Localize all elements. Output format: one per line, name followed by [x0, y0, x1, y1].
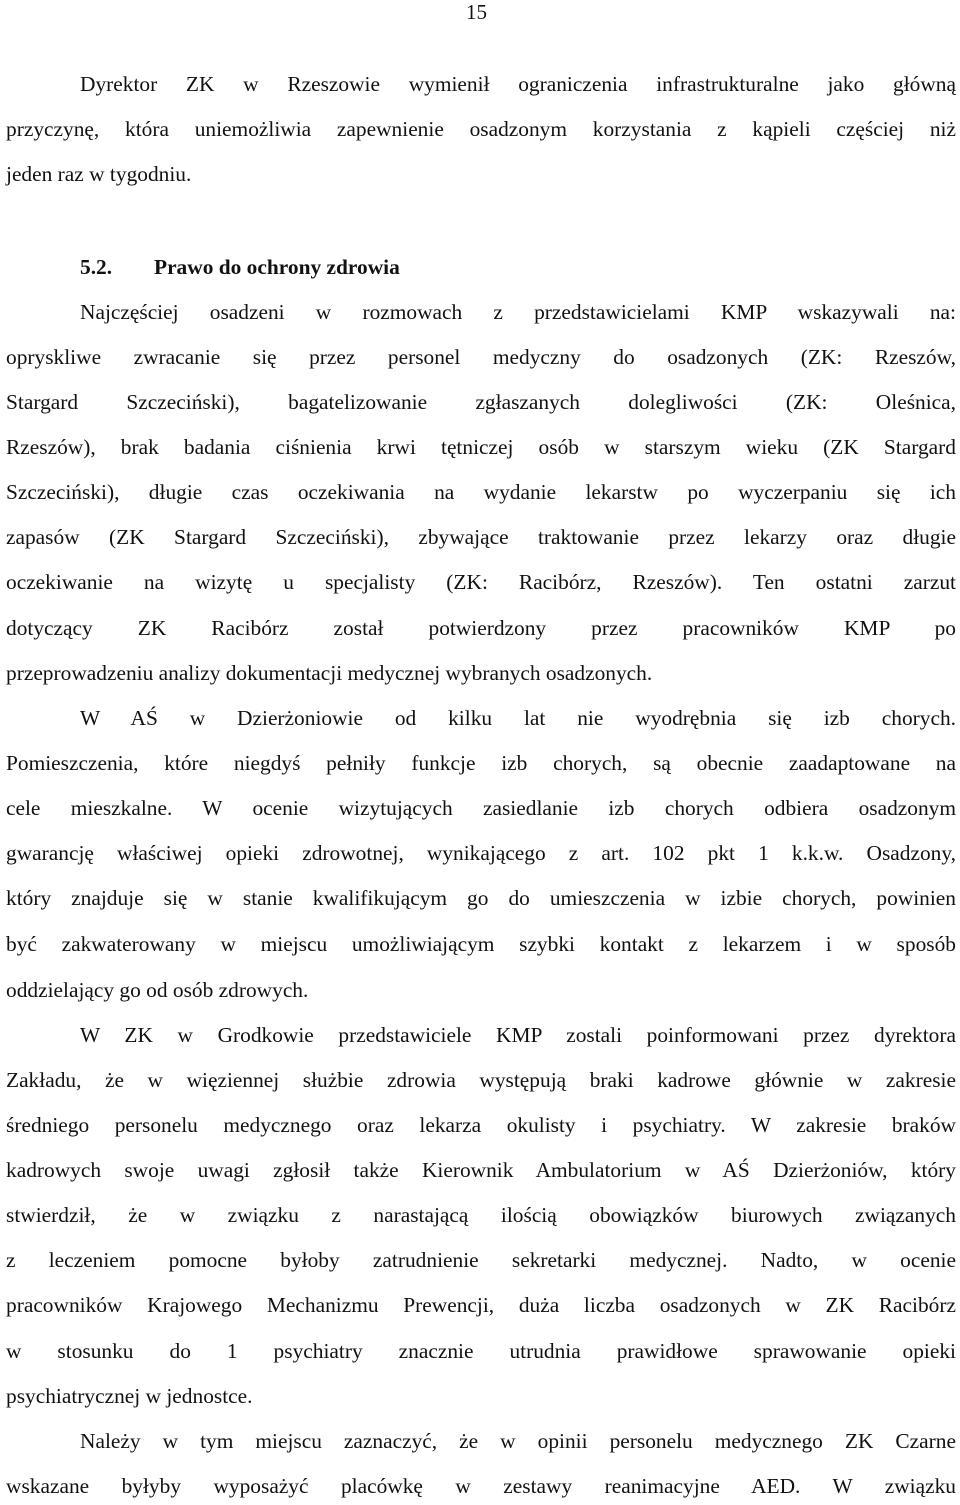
- text-line: Najczęściej osadzeni w rozmowach z przedstawicielami KMP wskazywali na:: [80, 300, 956, 324]
- text-line: w stosunku do 1 psychiatry znacznie utrudnia prawidłowe sprawowanie opieki: [6, 1339, 956, 1363]
- text-line: Należy w tym miejscu zaznaczyć, że w opinii personelu medycznego ZK Czarne: [80, 1429, 956, 1453]
- text-line: który znajduje się w stanie kwalifikującym go do umieszczenia w izbie chorych, powinien: [6, 886, 956, 910]
- text-line: W ZK w Grodkowie przedstawiciele KMP zostali poinformowani przez dyrektora: [80, 1023, 956, 1047]
- text-line: oczekiwanie na wizytę u specjalisty (ZK: Racibórz, Rzeszów). Ten ostatni zarzut: [6, 570, 956, 594]
- text-line: Dyrektor ZK w Rzeszowie wymienił ograniczenia infrastrukturalne jako główną: [80, 72, 956, 96]
- text-line: zapasów (ZK Stargard Szczeciński), zbywające traktowanie przez lekarzy oraz długie: [6, 525, 956, 549]
- text-line: cele mieszkalne. W ocenie wizytujących zasiedlanie izb chorych odbiera osadzonym: [6, 796, 956, 820]
- text-line: Zakładu, że w więziennej służbie zdrowia występują braki kadrowe głównie w zakresie: [6, 1068, 956, 1092]
- text-line: Szczeciński), długie czas oczekiwania na wydanie lekarstw po wyczerpaniu się ich: [6, 480, 956, 504]
- text-line: dotyczący ZK Racibórz został potwierdzony przez pracowników KMP po: [6, 616, 956, 640]
- text-line: kadrowych swoje uwagi zgłosił także Kierownik Ambulatorium w AŚ Dzierżoniów, który: [6, 1158, 956, 1182]
- text-line: pracowników Krajowego Mechanizmu Prewencji, duża liczba osadzonych w ZK Racibórz: [6, 1293, 956, 1317]
- text-line: Pomieszczenia, które niegdyś pełniły funkcje izb chorych, są obecnie zaadaptowane na: [6, 751, 956, 775]
- section-number: 5.2.: [80, 255, 113, 279]
- page-number: 15: [466, 0, 487, 24]
- text-line: przeprowadzeniu analizy dokumentacji medycznej wybranych osadzonych.: [6, 661, 653, 685]
- text-line: wskazane byłyby wyposażyć placówkę w zestawy reanimacyjne AED. W związku: [6, 1474, 956, 1498]
- text-line: z leczeniem pomocne byłoby zatrudnienie sekretarki medycznej. Nadto, w ocenie: [6, 1248, 956, 1272]
- text-line: stwierdził, że w związku z narastającą ilością obowiązków biurowych związanych: [6, 1203, 956, 1227]
- text-line: gwarancję właściwej opieki zdrowotnej, wynikającego z art. 102 pkt 1 k.k.w. Osadzony,: [6, 841, 956, 865]
- text-line: jeden raz w tygodniu.: [6, 162, 192, 186]
- text-line: W AŚ w Dzierżoniowie od kilku lat nie wyodrębnia się izb chorych.: [80, 706, 956, 730]
- text-line: średniego personelu medycznego oraz lekarza okulisty i psychiatry. W zakresie braków: [6, 1113, 956, 1137]
- text-line: psychiatrycznej w jednostce.: [6, 1384, 253, 1408]
- section-title: Prawo do ochrony zdrowia: [154, 255, 400, 279]
- text-line: opryskliwe zwracanie się przez personel medyczny do osadzonych (ZK: Rzeszów,: [6, 345, 956, 369]
- section-heading: [80, 252, 400, 282]
- text-line: przyczynę, która uniemożliwia zapewnienie osadzonym korzystania z kąpieli częściej niż: [6, 117, 956, 141]
- text-line: oddzielający go od osób zdrowych.: [6, 978, 309, 1002]
- text-line: Stargard Szczeciński), bagatelizowanie zgłaszanych dolegliwości (ZK: Oleśnica,: [6, 390, 956, 414]
- text-line: Rzeszów), brak badania ciśnienia krwi tętniczej osób w starszym wieku (ZK Stargard: [6, 435, 956, 459]
- text-line: być zakwaterowany w miejscu umożliwiającym szybki kontakt z lekarzem i w sposób: [6, 932, 956, 956]
